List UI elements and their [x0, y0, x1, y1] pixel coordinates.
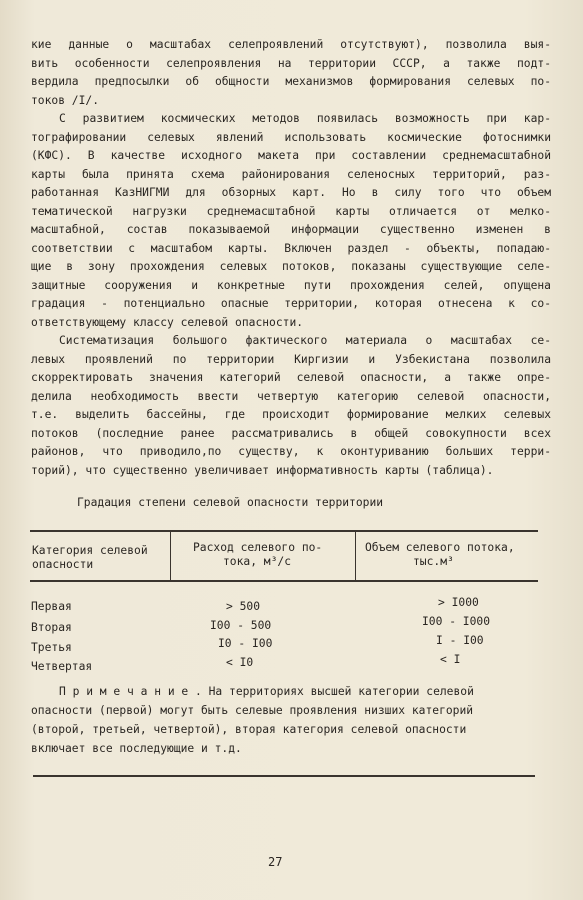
- paragraph-1: [31, 36, 551, 110]
- row-flow: I0 - I00: [218, 637, 273, 650]
- text-line: масштабной, состав показываемой информации существенно изменен в: [31, 223, 551, 236]
- text-line: ответствующему классу селевой опасности.: [31, 315, 304, 329]
- header-volume: [365, 541, 515, 569]
- table-header: [30, 530, 538, 582]
- note-line: включает все последующие и т.д.: [31, 742, 242, 755]
- text-line: торий), что существенно увеличивает информативность карты (таблица).: [31, 463, 494, 477]
- page-number: 27: [268, 855, 283, 869]
- note: [31, 682, 551, 758]
- header-category: [32, 544, 148, 572]
- row-flow: I00 - 500: [210, 619, 272, 632]
- text-line: потоков (последние ранее рассматривались в общей совокупности всех: [31, 426, 551, 440]
- text-line: районов, что приводило,по существу, к оконтуриванию больших терри-: [31, 445, 551, 458]
- text-line: карты была принята схема районирования селеносных территорий, раз-: [31, 167, 551, 181]
- header-line: Расход селевого по-: [193, 541, 323, 554]
- row-flow: < I0: [226, 656, 254, 669]
- header-line: тыс.м³: [413, 555, 454, 568]
- text-line: вердила предпосылки об общности механизмов формирования селевых по-: [31, 75, 551, 88]
- table-divider: [170, 532, 171, 580]
- text-line: соответствии с масштабом карты. Включен раздел - объекты, попадаю-: [31, 241, 551, 255]
- text-line: Систематизация большого фактического материала о масштабах се-: [59, 334, 551, 347]
- row-volume: I00 - I000: [422, 615, 491, 628]
- row-volume: < I: [440, 653, 461, 666]
- note-line: опасности (первой) могут быть селевые проявления низших категорий: [31, 704, 474, 717]
- row-volume: I - I00: [436, 634, 484, 647]
- text-line: работанная КазНИГМИ для обзорных карт. Но в силу того что объем: [31, 186, 551, 199]
- text-line: щие в зону прохождения селевых потоков, показаны существующие селе-: [31, 260, 551, 273]
- text-line: (КФС). В качестве исходного макета при составлении среднемасштабной: [31, 149, 551, 162]
- paragraph-3: [31, 332, 551, 480]
- text-line: защитные сооружения и конкретные пути прохождения селей, опущена: [31, 278, 551, 292]
- row-volume: > I000: [438, 596, 479, 609]
- text-line: делила необходимость ввести четвертую категорию селевой опасности,: [31, 389, 551, 403]
- text-line: кие данные о масштабах селепроявлений отсутствуют), позволила выя-: [31, 38, 551, 51]
- text-line: токов /I/.: [31, 93, 100, 107]
- row-flow: > 500: [226, 600, 261, 613]
- row-category: Четвертая: [31, 660, 93, 673]
- row-category: Третья: [31, 641, 72, 654]
- header-flow: [193, 541, 322, 569]
- note-line: (второй, третьей, четвертой), вторая категория селевой опасности: [31, 723, 467, 736]
- paragraph-2: [31, 110, 551, 332]
- text-line: левых проявлений по территории Киргизии и Узбекистана позволила: [31, 352, 551, 366]
- text-line: тографировании селевых явлений использовать космические фотоснимки: [31, 130, 551, 144]
- row-category: Вторая: [31, 621, 72, 634]
- text-line: скорректировать значения категорий селевой опасности, а также опре-: [31, 371, 551, 384]
- header-line: Объем селевого потока,: [365, 541, 515, 554]
- text-line: тематической нагрузки среднемасштабной карты отличается от мелко-: [31, 204, 551, 218]
- text-line: вить особенности селепроявления на территории СССР, а также подт-: [31, 56, 551, 70]
- text-line: т.е. выделить бассейны, где происходит формирование мелких селевых: [31, 408, 551, 421]
- note-line: [31, 682, 551, 701]
- note-text: На территориях высшей категории селевой: [201, 685, 474, 698]
- body-text: [31, 36, 551, 480]
- header-line: Категория селевой: [32, 544, 148, 557]
- table-title: Градация степени селевой опасности территории: [77, 496, 384, 509]
- header-line: опасности: [32, 558, 94, 571]
- header-line: тока, м³/с: [223, 555, 292, 568]
- text-line: градация - потенциально опасные территории, которая отнесена к со-: [31, 297, 551, 310]
- row-category: Первая: [31, 600, 72, 613]
- note-lead: П р и м е ч а н и е .: [59, 685, 202, 698]
- table-divider: [355, 532, 356, 580]
- text-line: С развитием космических методов появилась возможность при кар-: [59, 112, 551, 125]
- separator-rule: [33, 775, 535, 777]
